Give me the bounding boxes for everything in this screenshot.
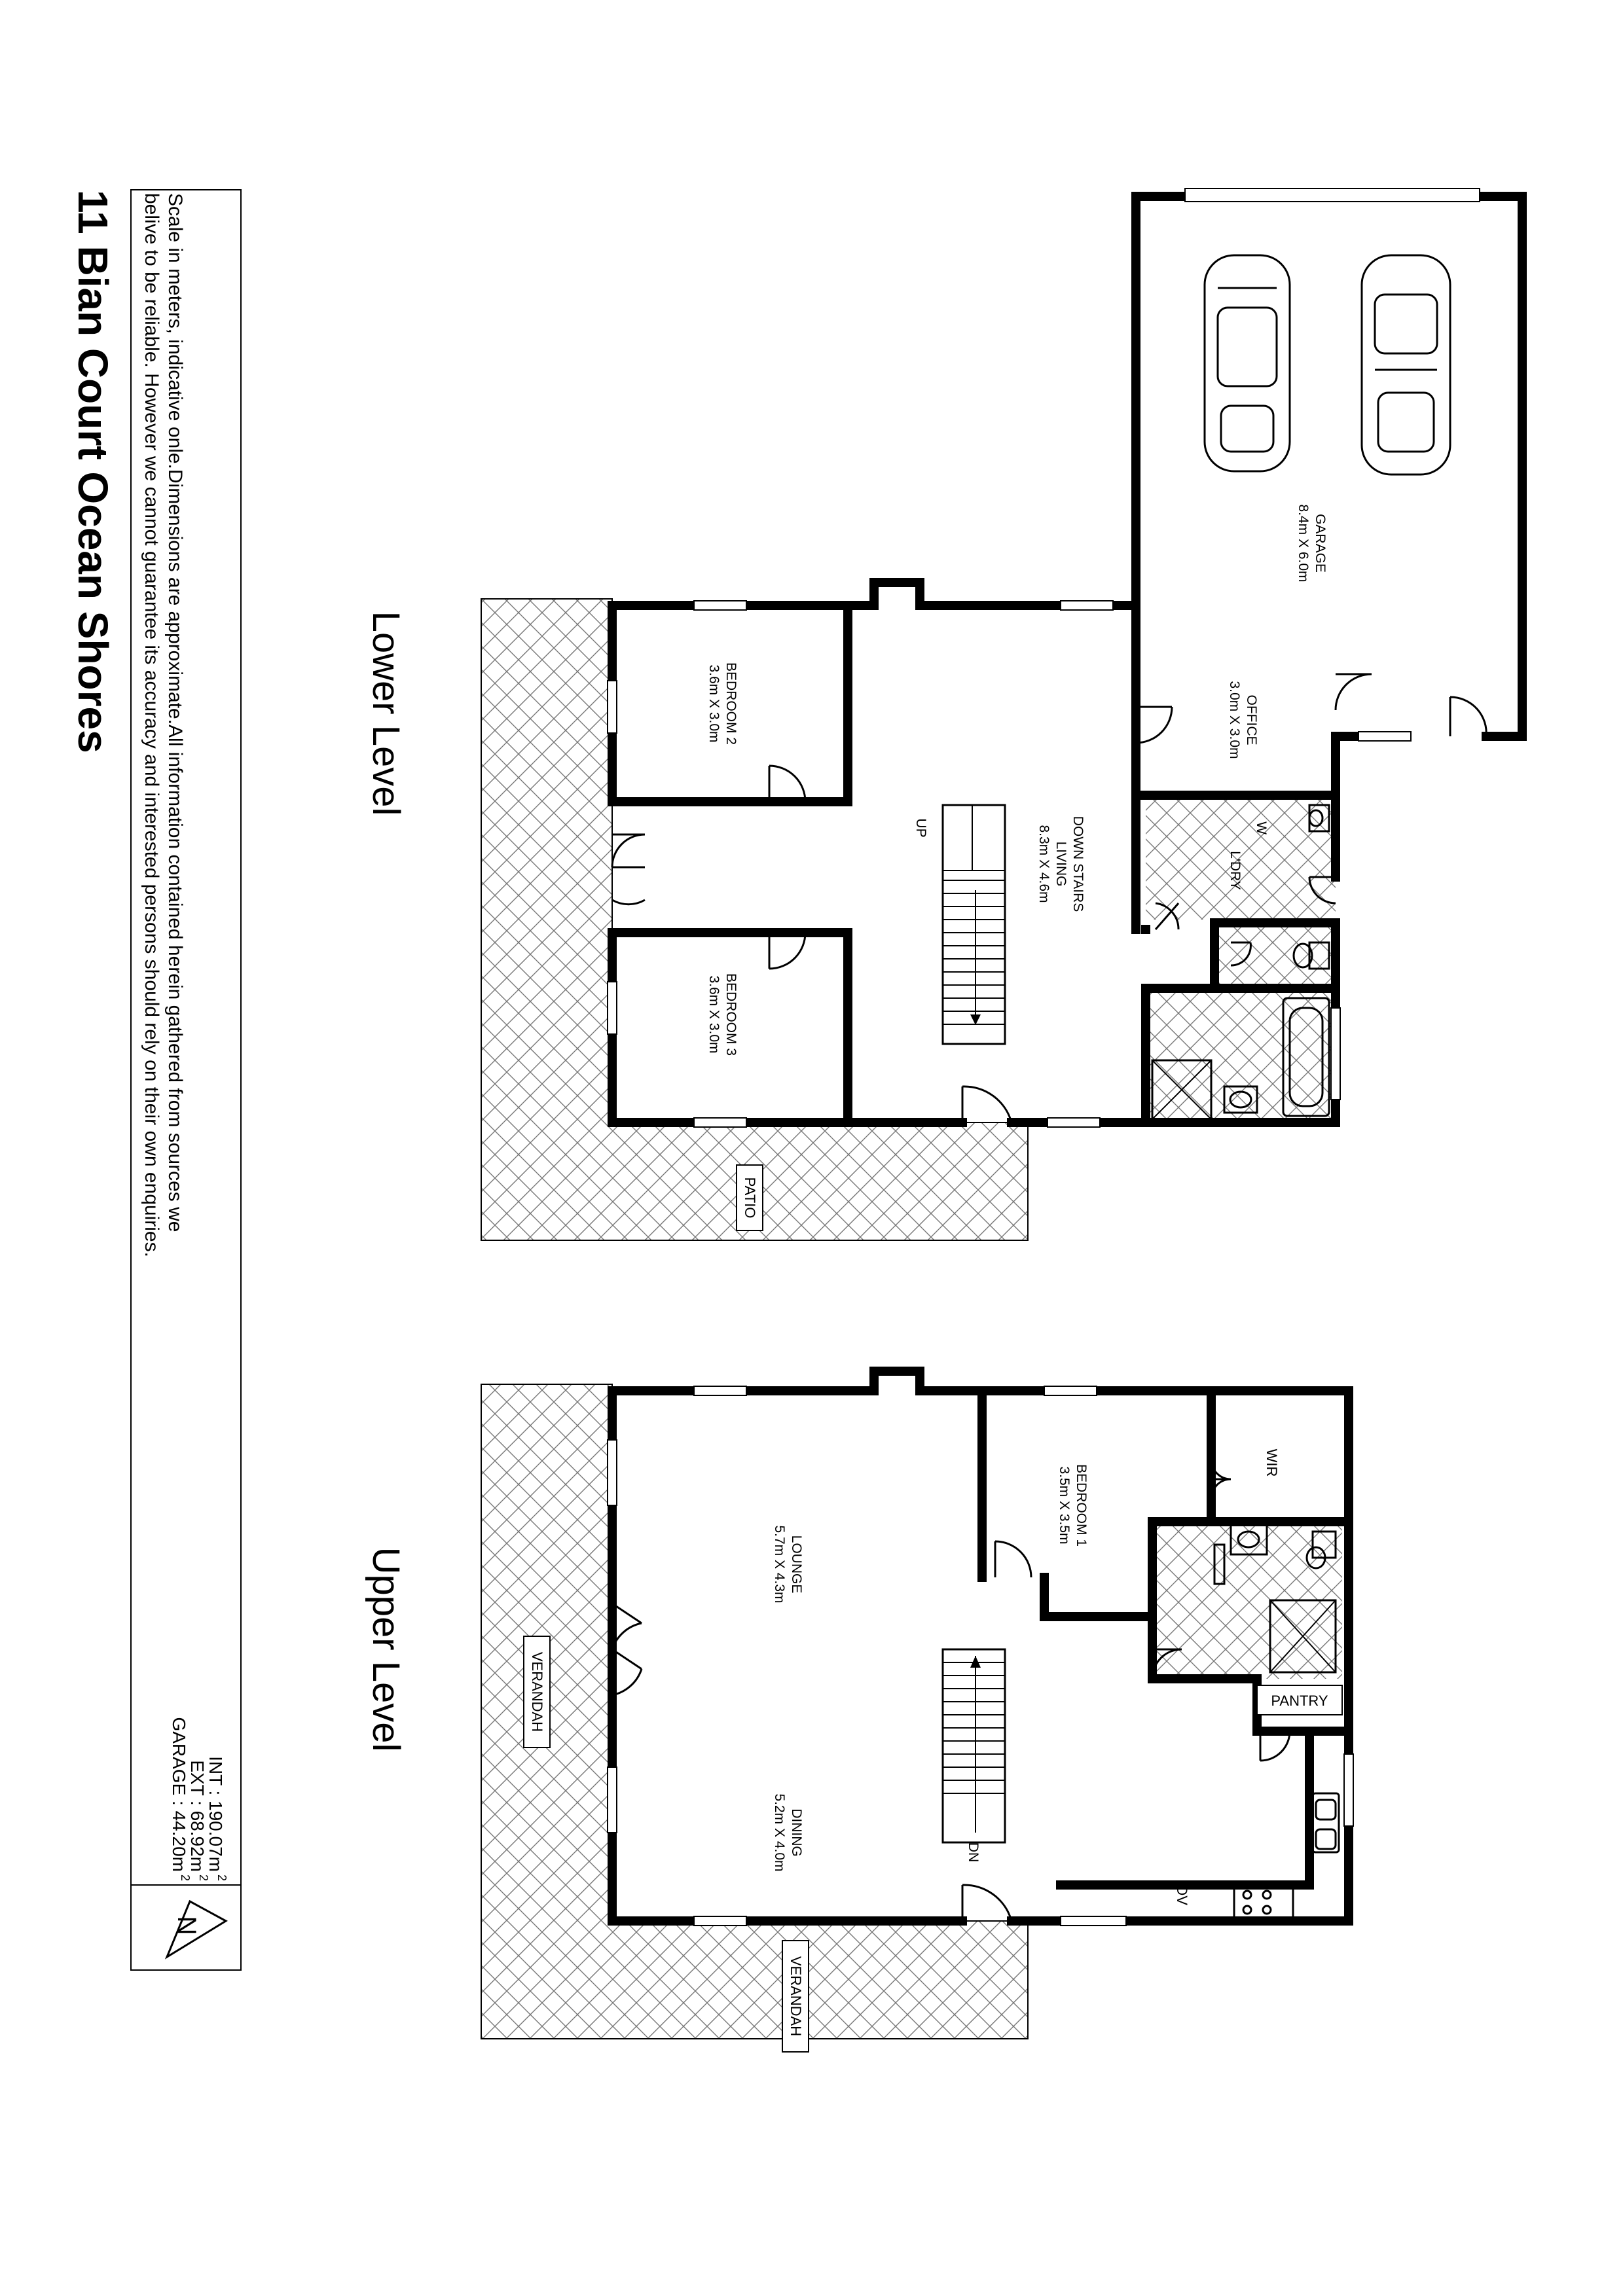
stairs-up-label: UP [913, 818, 928, 838]
disclaimer-line-2: belive to be reliable. However we cannot guarantee its accuracy and interested persons should rely on their own enquiries. [141, 193, 162, 1257]
verandah-deck [481, 1384, 1028, 2039]
lounge-dims: 5.7m X 4.3m [772, 1525, 787, 1604]
bedroom1-dims: 3.5m X 3.5m [1057, 1466, 1072, 1545]
verandah-bottom-label: VERANDAH [788, 1956, 804, 2037]
area-garage-sup: 2 [179, 1874, 192, 1882]
cooktop [1234, 1885, 1293, 1921]
toilet-floor [1218, 923, 1336, 988]
upper-stairs [943, 1649, 1005, 1842]
dining-label: DINING [789, 1808, 804, 1857]
pantry-label: PANTRY [1271, 1693, 1328, 1709]
area-ext-sup: 2 [197, 1874, 210, 1882]
page-title: 11 Bian Court Ocean Shores [69, 190, 117, 753]
laundry-label: L'DRY [1228, 851, 1243, 890]
washer-label: W [1254, 821, 1269, 834]
north-arrow-icon [131, 1885, 241, 1970]
lower-level [365, 188, 1522, 1240]
area-int-sup: 2 [215, 1874, 228, 1882]
bedroom3-label: BEDROOM 3 [723, 973, 739, 1056]
upper-level-heading: Upper Level [365, 1547, 407, 1752]
car-icon-2 [1362, 255, 1450, 475]
lower-stairs [943, 805, 1005, 1044]
verandah-left-label: VERANDAH [529, 1651, 545, 1732]
garage-dims: 8.4m X 6.0m [1296, 504, 1311, 583]
living-label-1: DOWN STAIRS [1070, 816, 1085, 912]
office-dims: 3.0m X 3.0m [1227, 681, 1242, 759]
living-dims: 8.3m X 4.6m [1036, 825, 1051, 903]
car-icon [1205, 255, 1290, 471]
flue-lower [874, 583, 920, 605]
living-label-2: LIVING [1053, 841, 1068, 887]
bedroom2-dims: 3.6m X 3.0m [706, 664, 721, 743]
office-label: OFFICE [1244, 694, 1259, 745]
stair-arrow-icon [970, 1014, 981, 1025]
lounge-label: LOUNGE [789, 1535, 804, 1594]
area-int: INT : 190.07m [206, 1756, 226, 1872]
oven-label: OV [1174, 1884, 1190, 1905]
garage-label: GARAGE [1313, 514, 1328, 573]
garage-walls [1136, 196, 1522, 736]
disclaimer-line-1: Scale in meters, indicative onle.Dimensions are approximate.All information contained herein gathered from sources we [164, 193, 186, 1232]
lower-level-heading: Lower Level [365, 611, 407, 816]
area-ext: EXT : 68.92m [187, 1760, 208, 1872]
area-summary [169, 1717, 228, 1881]
bedroom3-dims: 3.6m X 3.0m [706, 975, 721, 1054]
garage-door [1185, 188, 1480, 202]
bedroom2-label: BEDROOM 2 [723, 662, 739, 745]
north-letter: N [172, 1916, 201, 1935]
dining-dims: 5.2m X 4.0m [772, 1793, 787, 1872]
wir-label: WIR [1264, 1448, 1280, 1477]
flue-upper [874, 1371, 920, 1391]
area-garage: GARAGE : 44.20m [169, 1717, 189, 1872]
upper-level [365, 1371, 1353, 2052]
patio-label: PATIO [742, 1177, 758, 1219]
stairs-down-label: DN [966, 1842, 981, 1863]
bedroom1-label: BEDROOM 1 [1074, 1463, 1089, 1547]
